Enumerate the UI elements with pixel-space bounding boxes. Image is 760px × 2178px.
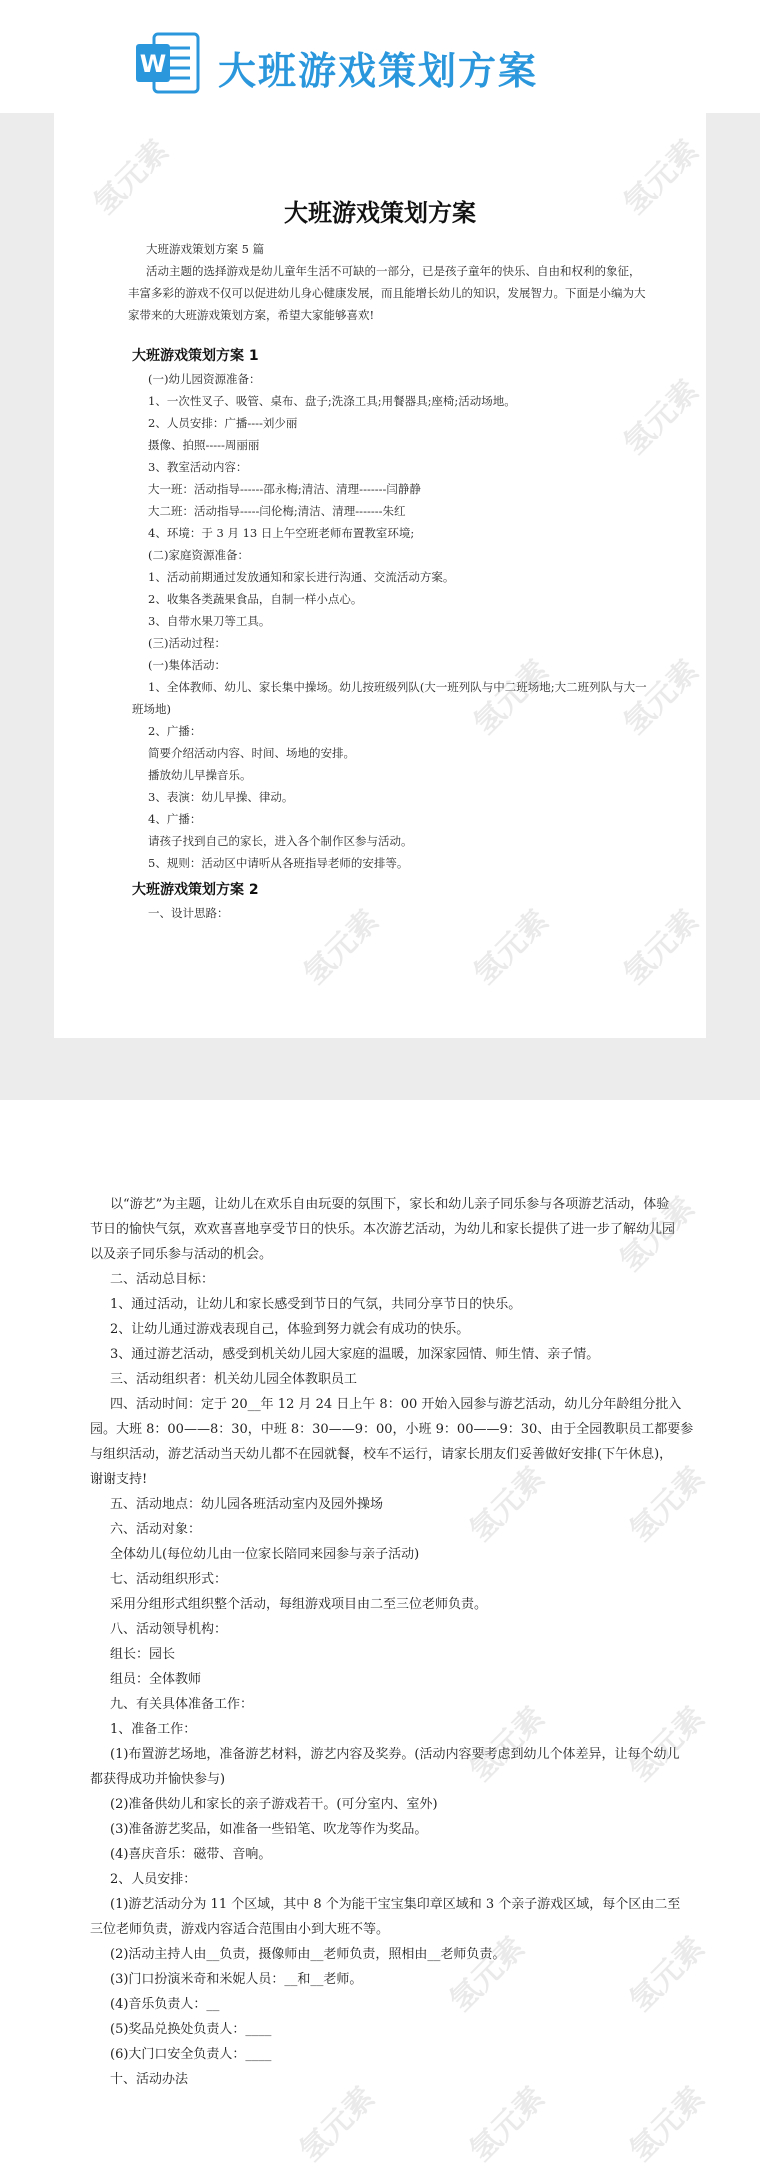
paragraph-line: 2、人员安排： [110,1872,197,1887]
paragraph-line: 摄像、拍照-----周丽丽 [148,438,260,452]
paragraph-line: 2、收集各类蔬果食品，自制一样小点心。 [148,592,363,606]
paragraph-line: 5、规则：活动区中请听从各班指导老师的安排等。 [148,856,409,870]
paragraph-line: 二、活动总目标： [110,1272,215,1287]
watermark: 氢元素 [463,1700,552,1789]
document-page-2 [0,1100,760,2178]
paragraph-line: (3)门口扮演米奇和米妮人员：__和__老师。 [110,1972,363,1987]
paragraph-line: 一、设计思路： [148,906,229,920]
paragraph-line: (4)音乐负责人：__ [110,1997,220,2012]
paragraph-line: 节日的愉快气氛，欢欢喜喜地享受节日的快乐。本次游艺活动，为幼儿和家长提供了进一步了解幼儿园 [90,1222,676,1237]
paragraph-line: 五、活动地点：幼儿园各班活动室内及园外操场 [110,1497,384,1512]
paragraph-line: 1、一次性叉子、吸管、桌布、盘子;洗涤工具;用餐器具;座椅;活动场地。 [148,394,516,408]
paragraph-line: 家带来的大班游戏策划方案，希望大家能够喜欢! [128,308,375,322]
paragraph-line: 三、活动组织者：机关幼儿园全体教职员工 [110,1372,358,1387]
paragraph-line: (1)布置游艺场地，准备游艺材料，游艺内容及奖券。(活动内容要考虑到幼儿个体差异，让每个幼儿 [110,1747,680,1762]
paragraph-line: (4)喜庆音乐：磁带、音响。 [110,1847,272,1862]
paragraph-line: (1)游艺活动分为 11 个区域，其中 8 个为能干宝宝集印章区域和 3 个亲子游戏区域，每个区由二至 [110,1897,681,1912]
watermark: 氢元素 [463,1460,552,1549]
document-title: 大班游戏策划方案 [284,198,476,227]
paragraph-line: 1、通过活动，让幼儿和家长感受到节日的气氛，共同分享节日的快乐。 [110,1297,522,1312]
paragraph-line: 大二班：活动指导-----闫伦梅;清洁、清理-------朱红 [148,504,406,518]
paragraph-line: (一)幼儿园资源准备： [148,372,261,386]
paragraph-line: 3、自带水果刀等工具。 [148,614,271,628]
watermark: 氢元素 [87,133,176,222]
paragraph-line: 2、让幼儿通过游戏表现自己，体验到努力就会有成功的快乐。 [110,1322,470,1337]
watermark: 氢元素 [467,653,556,742]
paragraph-line: 谢谢支持! [90,1472,148,1487]
paragraph-line: 1、活动前期通过发放通知和家长进行沟通、交流活动方案。 [148,570,455,584]
watermark: 氢元素 [443,1930,532,2019]
paragraph-line: 四、活动时间：定于 20__年 12 月 24 日上午 8：00 开始入园参与游艺活动，幼儿分年龄组分批入 [110,1397,682,1412]
paragraph-line: 2、人员安排：广播----刘少丽 [148,416,298,430]
watermark: 氢元素 [617,903,706,992]
paragraph-line: 播放幼儿早操音乐。 [148,768,252,782]
paragraph-line: 全体幼儿(每位幼儿由一位家长陪同来园参与亲子活动) [110,1547,420,1562]
paragraph-line: 八、活动领导机构： [110,1622,228,1637]
paragraph-line: 与组织活动，游艺活动当天幼儿都不在园就餐，校车不运行，请家长朋友们妥善做好安排(下午休息)， [90,1447,673,1462]
paragraph-line: (二)家庭资源准备： [148,548,249,562]
paragraph-line: 三位老师负责，游戏内容适合范围由小到大班不等。 [90,1922,390,1937]
header-banner [0,0,760,113]
paragraph-line: 3、表演：幼儿早操、律动。 [148,790,294,804]
paragraph-line: (2)活动主持人由__负责，摄像师由__老师负责，照相由__老师负责。 [110,1947,506,1962]
watermark: 氢元素 [617,653,706,742]
section-heading: 大班游戏策划方案 2 [132,882,259,898]
paragraph-line: 组长：园长 [110,1647,176,1662]
watermark: 氢元素 [623,1460,712,1549]
watermark: 氢元素 [617,373,706,462]
watermark: 氢元素 [623,1930,712,2019]
paragraph-line: (三)活动过程： [148,636,226,650]
paragraph-line: 4、环境：于 3 月 13 日上午空班老师布置教室环境; [148,526,415,540]
paragraph-line: 采用分组形式组织整个活动，每组游戏项目由二至三位老师负责。 [110,1597,488,1612]
paragraph-line: (一)集体活动： [148,658,226,672]
document-page-1 [54,113,706,1038]
watermark: 氢元素 [617,133,706,222]
paragraph-line: 2、广播： [148,724,202,738]
paragraph-line: 十、活动办法 [110,2072,189,2087]
paragraph-line: 丰富多彩的游戏不仅可以促进幼儿身心健康发展，而且能增长幼儿的知识，发展智力。下面是小编为大 [128,286,646,300]
paragraph-line: 大班游戏策划方案 5 篇 [146,242,265,256]
paragraph-line: 园。大班 8：00——8：30，中班 8：30——9：00，小班 9：00——9：30、由于全园教职员工都要参 [90,1422,694,1437]
watermark: 氢元素 [467,903,556,992]
paragraph-line: 以“游艺”为主题，让幼儿在欢乐自由玩耍的氛围下，家长和幼儿亲子同乐参与各项游艺活动，体验 [110,1197,670,1212]
word-document-icon [132,30,206,96]
paragraph-line: (2)准备供幼儿和家长的亲子游戏若干。(可分室内、室外) [110,1797,438,1812]
watermark: 氢元素 [623,2080,712,2169]
paragraph-line: 六、活动对象： [110,1522,202,1537]
paragraph-line: 以及亲子同乐参与活动的机会。 [90,1247,273,1262]
paragraph-line: 简要介绍活动内容、时间、场地的安排。 [148,746,355,760]
page-gap [0,1038,760,1100]
paragraph-line: 组员：全体教师 [110,1672,202,1687]
paragraph-line: 请孩子找到自己的家长，进入各个制作区参与活动。 [148,834,413,848]
paragraph-line: 4、广播： [148,812,202,826]
paragraph-line: (3)准备游艺奖品，如准备一些铅笔、吹龙等作为奖品。 [110,1822,428,1837]
watermark: 氢元素 [463,2080,552,2169]
paragraph-line: 1、全体教师、幼儿、家长集中操场。幼儿按班级列队(大一班列队与中二班场地;大二班列队与大一 [148,680,647,694]
paragraph-line: 七、活动组织形式： [110,1572,228,1587]
paragraph-line: 3、通过游艺活动，感受到机关幼儿园大家庭的温暖，加深家园情、师生情、亲子情。 [110,1347,600,1362]
paragraph-line: 活动主题的选择游戏是幼儿童年生活不可缺的一部分，已是孩子童年的快乐、自由和权利的象征， [146,264,641,278]
watermark: 氢元素 [613,1190,702,1279]
paragraph-line: (6)大门口安全负责人：____ [110,2047,272,2062]
paragraph-line: 1、准备工作： [110,1722,197,1737]
paragraph-line: 都获得成功并愉快参与) [90,1772,226,1787]
paragraph-line: 九、有关具体准备工作： [110,1697,254,1712]
watermark: 氢元素 [297,903,386,992]
banner-title: 大班游戏策划方案 [218,49,539,93]
paragraph-line: 班场地) [132,702,171,716]
section-heading: 大班游戏策划方案 1 [132,348,259,364]
paragraph-line: 大一班：活动指导------邵永梅;清洁、清理-------闫静静 [148,482,421,496]
watermark: 氢元素 [623,1700,712,1789]
paragraph-line: (5)奖品兑换处负责人：____ [110,2022,272,2037]
watermark: 氢元素 [293,2080,382,2169]
word-logo-letter: W [139,50,167,78]
paragraph-line: 3、教室活动内容： [148,460,248,474]
